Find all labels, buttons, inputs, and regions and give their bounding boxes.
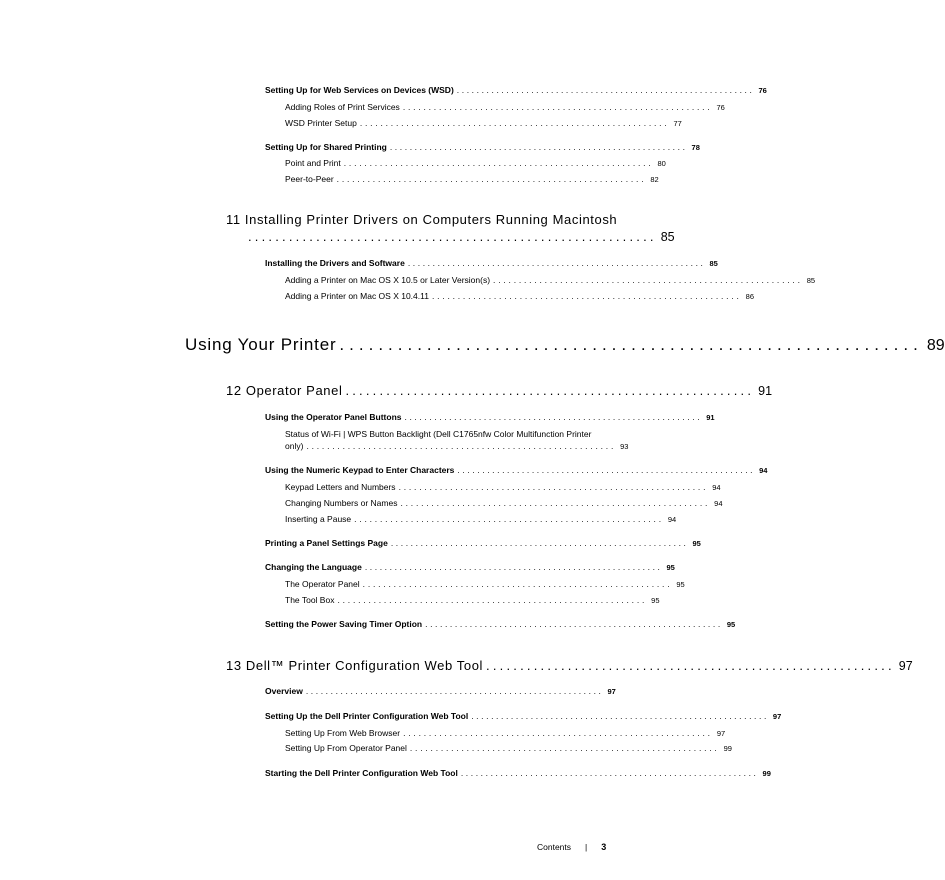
- toc-entry-wifi-status[interactable]: [285, 441, 629, 451]
- dot-leader: ............................................................: [457, 465, 756, 475]
- dot-leader: ............................................................: [425, 619, 723, 629]
- dot-leader: ............................................................: [460, 768, 759, 778]
- toc-page: 89: [926, 337, 945, 354]
- dot-leader: ............................................................: [305, 686, 604, 696]
- toc-title: Adding a Printer on Mac OS X 10.4.11: [285, 291, 429, 301]
- dot-leader: ............................................................: [359, 118, 670, 128]
- toc-title: 12 Operator Panel: [226, 383, 343, 398]
- toc-page: 91: [758, 384, 773, 398]
- toc-title: Keypad Letters and Numbers: [285, 482, 396, 492]
- toc-page: 95: [692, 539, 701, 548]
- toc-chapter-13[interactable]: [226, 658, 913, 673]
- toc-title: Adding a Printer on Mac OS X 10.5 or Later Version(s): [285, 275, 491, 285]
- dot-leader: ............................................................: [402, 102, 713, 112]
- toc-page: 93: [620, 442, 629, 451]
- dot-leader: ............................................................: [343, 158, 654, 168]
- toc-page: 97: [716, 729, 726, 738]
- toc-page: 77: [673, 119, 682, 128]
- toc-title: Peer-to-Peer: [285, 174, 334, 184]
- dot-leader: ............................................................: [389, 142, 688, 152]
- toc-page: 86: [745, 292, 754, 301]
- toc-entry-panel-settings-page[interactable]: [265, 538, 701, 548]
- dot-leader: ............................................................: [398, 482, 709, 492]
- toc-title: Using the Numeric Keypad to Enter Characters: [265, 465, 455, 475]
- toc-page: 94: [714, 499, 723, 508]
- toc-page: 80: [657, 159, 666, 168]
- toc-title: 13 Dell™ Printer Configuration Web Tool: [226, 658, 484, 673]
- dot-leader: ............................................................: [400, 498, 711, 508]
- toc-page: 97: [898, 659, 913, 673]
- dot-leader: ............................................................: [493, 275, 803, 285]
- toc-title: Changing Numbers or Names: [285, 498, 398, 508]
- toc-page: 95: [651, 596, 660, 605]
- dot-leader: ............................................................: [431, 291, 742, 301]
- dot-leader: ............................................................: [409, 743, 720, 753]
- toc-title: Overview: [265, 686, 303, 696]
- toc-title: Setting Up From Operator Panel: [285, 743, 407, 753]
- toc-chapter-11-leader[interactable]: [248, 229, 675, 244]
- toc-page: 97: [607, 687, 616, 696]
- toc-entry-wifi-status-line1[interactable]: Status of Wi-Fi | WPS Button Backlight (Dell C1765nfw Color Multifunction Printer: [285, 429, 592, 439]
- dot-leader: ............................................................: [336, 174, 647, 184]
- toc-title: Installing the Drivers and Software: [265, 258, 405, 268]
- toc-entry-installing-drivers[interactable]: [265, 258, 718, 268]
- dot-leader: ............................................................: [471, 711, 769, 721]
- toc-page: 95: [676, 580, 685, 589]
- toc-entry-power-saving[interactable]: [265, 619, 736, 629]
- dot-leader: ............................................................: [407, 258, 706, 268]
- footer-separator: |: [585, 842, 588, 852]
- dot-leader: ............................................................: [354, 514, 664, 524]
- toc-title: Using Your Printer: [185, 335, 337, 354]
- toc-title: Setting Up for Shared Printing: [265, 142, 387, 152]
- toc-title: Starting the Dell Printer Configuration Web Tool: [265, 768, 458, 778]
- dot-leader: ............................................................: [339, 335, 923, 354]
- toc-title: Setting Up the Dell Printer Configuration Web Tool: [265, 711, 469, 721]
- toc-chapter-11-title[interactable]: 11 Installing Printer Drivers on Computers Running Macintosh: [226, 212, 618, 227]
- dot-leader: ............................................................: [404, 412, 703, 422]
- toc-title: Changing the Language: [265, 562, 362, 572]
- toc-title: Adding Roles of Print Services: [285, 102, 400, 112]
- toc-part-using-your-printer[interactable]: [185, 335, 945, 355]
- toc-title: only): [285, 441, 304, 451]
- toc-entry-from-operator-panel[interactable]: [285, 743, 732, 753]
- toc-page: 99: [723, 744, 732, 753]
- toc-title: Setting Up for Web Services on Devices (WSD): [265, 85, 454, 95]
- toc-page: 94: [759, 466, 768, 475]
- toc-entry-point-and-print[interactable]: [285, 158, 666, 168]
- toc-page: 95: [726, 620, 736, 629]
- toc-entry-panel-buttons[interactable]: [265, 412, 715, 422]
- page-footer: [537, 842, 607, 852]
- footer-label: Contents: [537, 842, 572, 852]
- toc-title: Point and Print: [285, 158, 341, 168]
- toc-page: 76: [716, 103, 725, 112]
- toc-entry-starting-web-tool[interactable]: [265, 768, 771, 778]
- toc-entry-numeric-keypad[interactable]: [265, 465, 768, 475]
- toc-entry-peer-to-peer[interactable]: [285, 174, 659, 184]
- toc-title: Printing a Panel Settings Page: [265, 538, 388, 548]
- toc-page: 85: [709, 259, 718, 268]
- toc-page: 85: [660, 230, 675, 244]
- dot-leader: ............................................................: [486, 658, 895, 673]
- toc-entry-adding-roles[interactable]: [285, 102, 725, 112]
- toc-page: 78: [691, 143, 700, 152]
- toc-page: 91: [706, 413, 715, 422]
- toc-title: Using the Operator Panel Buttons: [265, 412, 402, 422]
- toc-entry-mac-10-5[interactable]: [285, 275, 816, 285]
- toc-title: WSD Printer Setup: [285, 118, 357, 128]
- toc-title: Inserting a Pause: [285, 514, 352, 524]
- toc-entry-mac-10-4[interactable]: [285, 291, 754, 301]
- toc-page: 95: [666, 563, 675, 572]
- dot-leader: ............................................................: [364, 562, 663, 572]
- toc-entry-shared-printing[interactable]: [265, 142, 700, 152]
- dot-leader: ............................................................: [390, 538, 689, 548]
- toc-page: 85: [806, 276, 816, 285]
- toc-chapter-12[interactable]: [226, 383, 773, 398]
- toc-page: 94: [712, 483, 721, 492]
- toc-title: Setting Up From Web Browser: [285, 728, 401, 738]
- toc-title: The Operator Panel: [285, 579, 360, 589]
- dot-leader: ............................................................: [362, 579, 673, 589]
- toc-entry-setting-up-web-tool[interactable]: [265, 711, 782, 721]
- toc-entry-changing-numbers[interactable]: [285, 498, 723, 508]
- toc-page: 82: [650, 175, 659, 184]
- dot-leader: ............................................................: [456, 85, 755, 95]
- dot-leader: ............................................................: [345, 383, 755, 398]
- toc-page: 99: [762, 769, 771, 778]
- toc-entry-wsd-printer-setup[interactable]: [285, 118, 682, 128]
- dot-leader: ............................................................: [306, 441, 617, 451]
- toc-page: 94: [667, 515, 677, 524]
- toc-page: 76: [758, 86, 767, 95]
- toc-title: The Tool Box: [285, 595, 335, 605]
- toc-entry-wsd-setup[interactable]: [265, 85, 767, 95]
- toc-title: Setting the Power Saving Timer Option: [265, 619, 423, 629]
- footer-page-number: 3: [601, 842, 607, 852]
- toc-entry-inserting-pause[interactable]: [285, 514, 677, 524]
- toc-entry-overview[interactable]: [265, 686, 616, 696]
- toc-page: 97: [772, 712, 782, 721]
- toc-entry-operator-panel[interactable]: [285, 579, 685, 589]
- dot-leader: ............................................................: [403, 728, 713, 738]
- dot-leader: ............................................................: [337, 595, 648, 605]
- toc-entry-from-web-browser[interactable]: [285, 728, 726, 738]
- toc-entry-tool-box[interactable]: [285, 595, 660, 605]
- dot-leader: ............................................................: [248, 229, 657, 244]
- toc-entry-keypad-letters[interactable]: [285, 482, 721, 492]
- toc-entry-changing-language[interactable]: [265, 562, 675, 572]
